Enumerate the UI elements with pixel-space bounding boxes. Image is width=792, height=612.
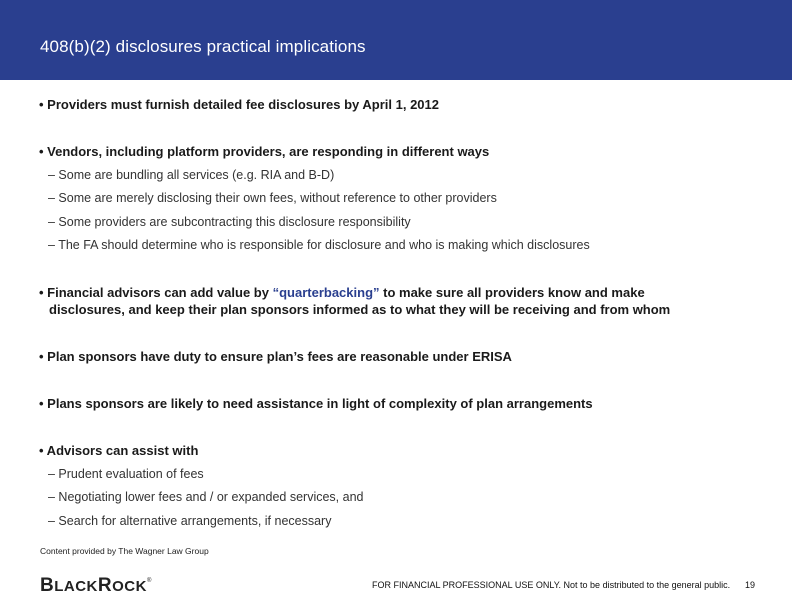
sub-bullet: – Search for alternative arrangements, if necessary: [48, 514, 332, 528]
sub-bullet: – Negotiating lower fees and / or expanded services, and: [48, 490, 364, 504]
bullet-providers-deadline: • Providers must furnish detailed fee disclosures by April 1, 2012: [39, 97, 439, 112]
sub-bullet: – The FA should determine who is responsible for disclosure and who is making which disclosures: [48, 238, 590, 252]
sub-bullet: – Prudent evaluation of fees: [48, 467, 204, 481]
sub-bullet: – Some are merely disclosing their own fees, without reference to other providers: [48, 191, 497, 205]
bullet-plan-sponsors-assistance: • Plans sponsors are likely to need assistance in light of complexity of plan arrangements: [39, 396, 593, 411]
bullet-text: • Financial advisors can add value by: [39, 285, 273, 300]
sub-bullet: – Some providers are subcontracting this disclosure responsibility: [48, 215, 411, 229]
logo-letters: OCK: [112, 578, 147, 595]
registered-mark: ®: [146, 578, 152, 584]
logo-letters: LACK: [54, 578, 98, 595]
header-bar: [0, 0, 792, 80]
bullet-financial-advisors: [39, 284, 739, 318]
bullet-text: to make sure all providers know and make: [379, 285, 645, 300]
content-credit: Content provided by The Wagner Law Group: [40, 546, 209, 556]
sub-bullet: – Some are bundling all services (e.g. RIA and B-D): [48, 168, 335, 182]
logo-letter: B: [40, 575, 55, 596]
bullet-vendors-responding: • Vendors, including platform providers, are responding in different ways: [39, 144, 490, 159]
bullet-text-continued: disclosures, and keep their plan sponsors informed as to what they will be receiving and from whom: [49, 302, 671, 317]
page-title: 408(b)(2) disclosures practical implications: [40, 37, 366, 56]
bullet-advisors-assist: • Advisors can assist with: [39, 443, 199, 458]
footer-disclaimer: FOR FINANCIAL PROFESSIONAL USE ONLY. Not to be distributed to the general public.: [372, 580, 731, 590]
logo-letter: R: [97, 575, 113, 596]
bullet-plan-sponsors-duty: • Plan sponsors have duty to ensure plan’s fees are reasonable under ERISA: [39, 349, 512, 364]
blackrock-logo: [40, 575, 152, 597]
page-number: 19: [745, 580, 756, 590]
quarterbacking-highlight: “quarterbacking”: [272, 285, 380, 300]
